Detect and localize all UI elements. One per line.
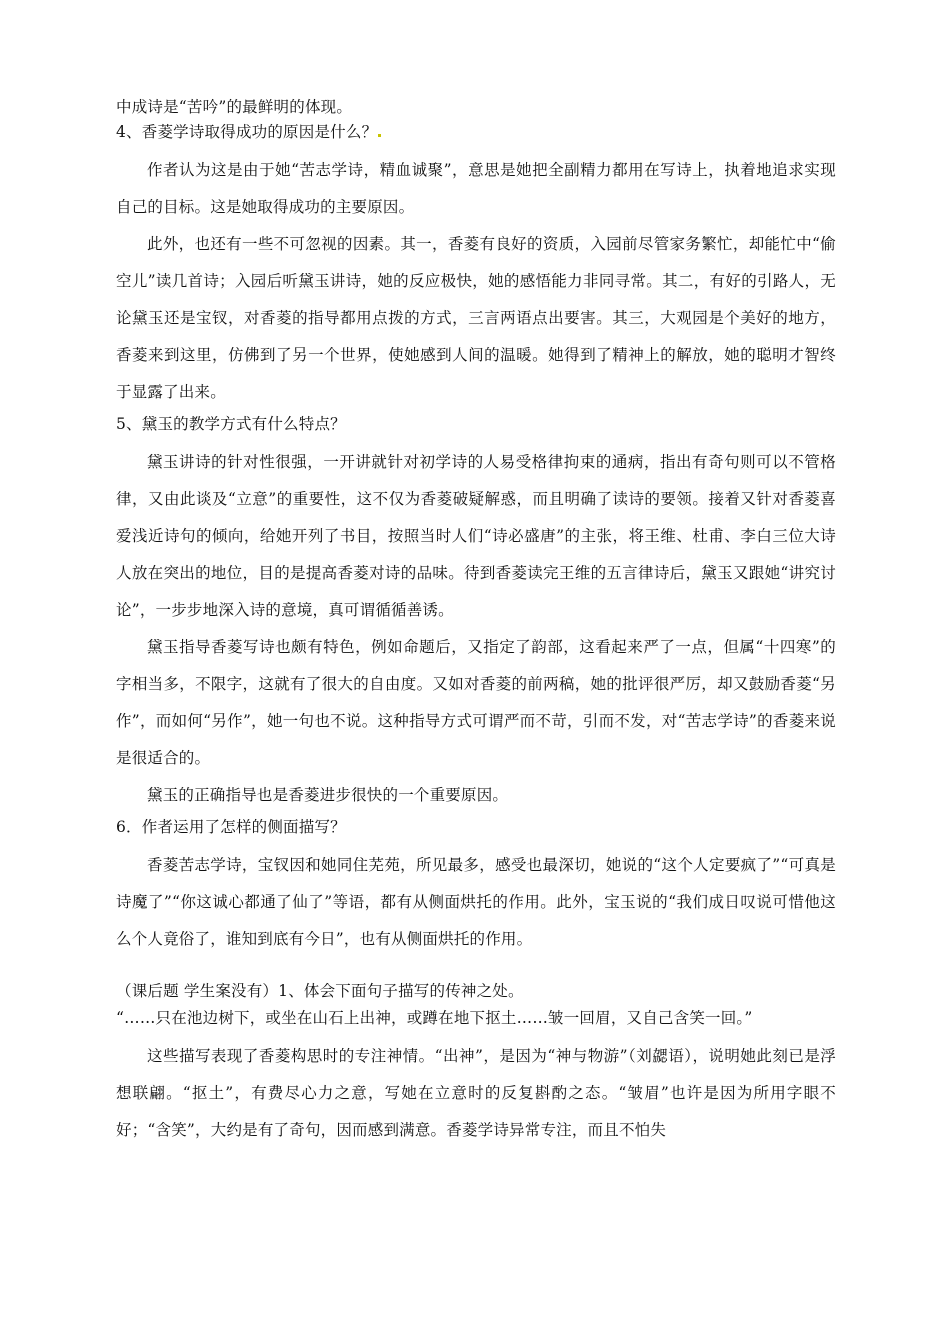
after-class-heading: （课后题 学生案没有）1、体会下面句子描写的传神之处。 [116, 982, 524, 1000]
intro-tail-line: 中成诗是“苦吟”的最鲜明的体现。 [116, 98, 353, 116]
document-page [116, 96, 836, 1149]
yellow-dot-icon [378, 134, 381, 137]
question-6-paragraph-1: 香菱苦志学诗，宝钗因和她同住芜苑，所见最多，感受也最深切，她说的“这个人定要疯了”“可真是诗魔了”“你这诚心都通了仙了”等语，都有从侧面烘托的作用。此外，宝玉说的“我们成日叹说可惜他这么个人竟俗了，谁知到底有今日”，也有从侧面烘托的作用。 [116, 856, 836, 948]
question-4-heading [116, 119, 836, 146]
question-4-paragraph-2: 此外，也还有一些不可忽视的因素。其一，香菱有良好的资质，入园前尽管家务繁忙，却能忙中“偷空儿”读几首诗；入园后听黛玉讲诗，她的反应极快，她的感悟能力非同寻常。其二，有好的引路人，无论黛玉还是宝钗，对香菱的指导都用点拨的方式，三言两语点出要害。其三，大观园是个美好的地方，香菱来到这里，仿佛到了另一个世界，使她感到人间的温暖。她得到了精神上的解放，她的聪明才智终于显露了出来。 [116, 235, 836, 401]
question-5-paragraph-2: 黛玉指导香菱写诗也颇有特色，例如命题后，又指定了韵部，这看起来严了一点，但属“十四寒”的字相当多，不限字，这就有了很大的自由度。又如对香菱的前两稿，她的批评很严厉，却又鼓励香菱“另作”，而如何“另作”，她一句也不说。这种指导方式可谓严而不苛，引而不发，对“苦志学诗”的香菱来说是很适合的。 [116, 638, 836, 767]
question-4-text: 4、香菱学诗取得成功的原因是什么？ [116, 123, 378, 141]
quote-line: “……只在池边树下，或坐在山石上出神，或蹲在地下抠土……皱一回眉，又自己含笑一回。” [116, 1009, 753, 1027]
question-5-paragraph-1: 黛玉讲诗的针对性很强，一开讲就针对初学诗的人易受格律拘束的通病，指出有奇句则可以不管格律，又由此谈及“立意”的重要性，这不仅为香菱破疑解惑，而且明确了读诗的要领。接着又针对香菱喜爱浅近诗句的倾向，给她开列了书目，按照当时人们“诗必盛唐”的主张，将王维、杜甫、李白三位大诗人放在突出的地位，目的是提高香菱对诗的品味。待到香菱读完王维的五言律诗后，黛玉又跟她“讲究讨论”，一步步地深入诗的意境，真可谓循循善诱。 [116, 453, 836, 619]
question-4-paragraph-1: 作者认为这是由于她“苦志学诗，精血诚聚”，意思是她把全副精力都用在写诗上，执着地追求实现自己的目标。这是她取得成功的主要原因。 [116, 161, 836, 216]
question-5-heading: 5、黛玉的教学方式有什么特点？ [116, 415, 346, 433]
question-5-paragraph-3: 黛玉的正确指导也是香菱进步很快的一个重要原因。 [147, 786, 509, 804]
question-6-heading: 6．作者运用了怎样的侧面描写？ [116, 818, 346, 836]
after-class-paragraph-1: 这些描写表现了香菱构思时的专注神情。“出神”，是因为“神与物游”（刘勰语），说明她此刻已是浮想联翩。“抠土”，有费尽心力之意，写她在立意时的反复斟酌之态。“皱眉”也许是因为所用字眼不好；“含笑”，大约是有了奇句，因而感到满意。香菱学诗异常专注，而且不怕失 [116, 1047, 836, 1139]
